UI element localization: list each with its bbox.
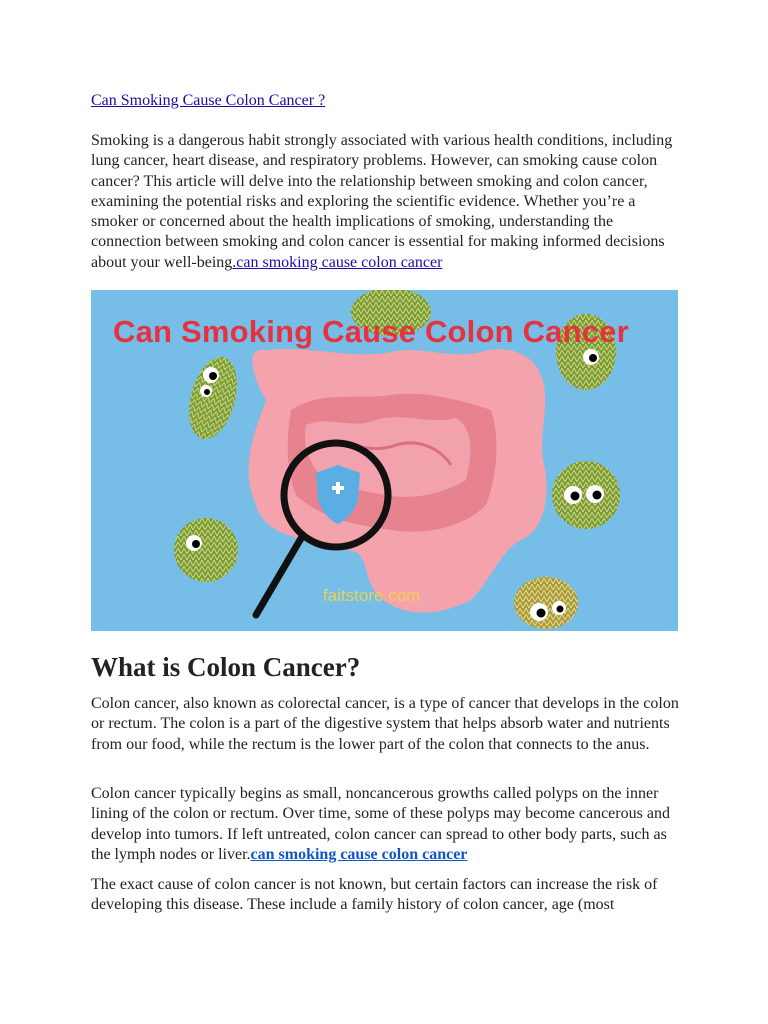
intro-text: Smoking is a dangerous habit strongly associated with various health conditions, including lung cancer, heart disease, and respiratory problems. However, can smoking cause colon cancer? This article will delve into the relationship between smoking and colon cancer, examining the potential risks and exploring the scientific evidence. Whether you’re a smoker or concerned about the health implications of smoking, understanding the connection between smoking and colon cancer is essential for making informed decisions about your well-being bbox=[91, 132, 673, 271]
hero-image bbox=[91, 290, 678, 631]
title-link[interactable]: Can Smoking Cause Colon Cancer ? bbox=[91, 92, 326, 109]
section-heading: What is Colon Cancer? bbox=[91, 652, 361, 682]
paragraph-definition: Colon cancer, also known as colorectal cancer, is a type of cancer that develops in the colon or rectum. The colon is a part of the digestive system that helps absorb water and nutrients from our food, while the rectum is the lower part of the colon that connects to the anus. bbox=[91, 695, 679, 753]
intro-link[interactable]: .can smoking cause colon cancer bbox=[232, 253, 443, 271]
germ-4 bbox=[174, 518, 238, 582]
paragraph-polyps bbox=[91, 784, 681, 865]
hero-watermark: faitstore.com bbox=[323, 586, 421, 605]
germ-1 bbox=[181, 352, 245, 445]
germ-5 bbox=[552, 461, 620, 529]
germ-6 bbox=[514, 577, 578, 629]
intro-paragraph bbox=[91, 131, 681, 273]
colon-illustration bbox=[249, 349, 547, 613]
polyps-link[interactable]: can smoking cause colon cancer bbox=[250, 845, 468, 863]
hero-title: Can Smoking Cause Colon Cancer bbox=[113, 314, 629, 349]
polyps-text: Colon cancer typically begins as small, noncancerous growths called polyps on the inner lining of the colon or rectum. Over time, some of these polyps may become cancerous and develop into tumors. If left untreated, colon cancer can spread to other body parts, such as the lymph nodes or liver. bbox=[91, 785, 670, 863]
paragraph-causes: The exact cause of colon cancer is not known, but certain factors can increase the risk of developing this disease. These include a family history of colon cancer, age (most bbox=[91, 876, 658, 914]
